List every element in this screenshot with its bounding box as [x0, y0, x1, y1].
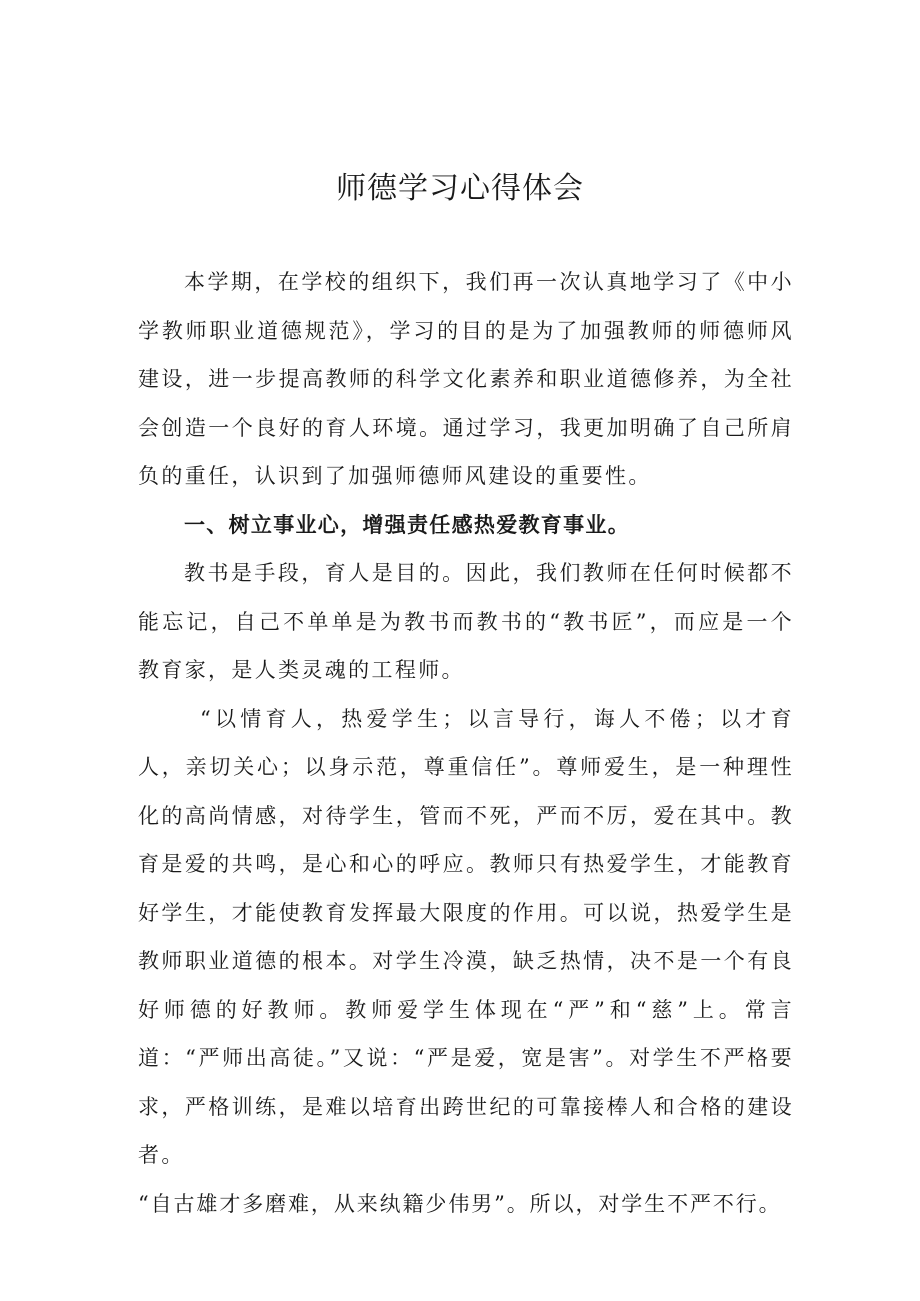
section-heading-1: 一、树立事业心，增强责任感热爱教育事业。	[184, 512, 630, 537]
paragraph-love-students: “以情育人，热爱学生；以言导行，诲人不倦；以才育人，亲切关心；以身示范，尊重信任”。尊师爱生，是一种理性化的高尚情感，对待学生，管而不死，严而不厉，爱在其中。教育是爱的共鸣，是心和心的呼应。教师只有热爱学生，才能教育好学生，才能使教育发挥最大限度的作用。可以说，热爱学生是教师职业道德的根本。对学生冷漠，缺乏热情，决不是一个有良好师德的好教师。教师爱学生体现在“严”和“慈”上。常言道：“严师出高徒。”又说：“严是爱，宽是害”。对学生不严格要求，严格训练，是难以培育出跨世纪的可靠接棒人和合格的建设者。	[138, 706, 794, 1167]
paragraph-strictness: “自古雄才多磨难，从来纨籍少伟男”。所以，对学生不严不行。	[138, 1191, 782, 1216]
document-body	[138, 258, 794, 1228]
paragraph-intro: 本学期，在学校的组织下，我们再一次认真地学习了《中小学教师职业道德规范》，学习的目的是为了加强教师的师德师风建设，进一步提高教师的科学文化素养和职业道德修养，为全社会创造一个良好的育人环境。通过学习，我更加明确了自己所肩负的重任，认识到了加强师德师风建设的重要性。	[138, 270, 794, 488]
document-title: 师德学习心得体会	[336, 171, 584, 206]
paragraph-teaching: 教书是手段，育人是目的。因此，我们教师在任何时候都不能忘记，自己不单单是为教书而教书的“教书匠”，而应是一个教育家，是人类灵魂的工程师。	[138, 561, 794, 682]
